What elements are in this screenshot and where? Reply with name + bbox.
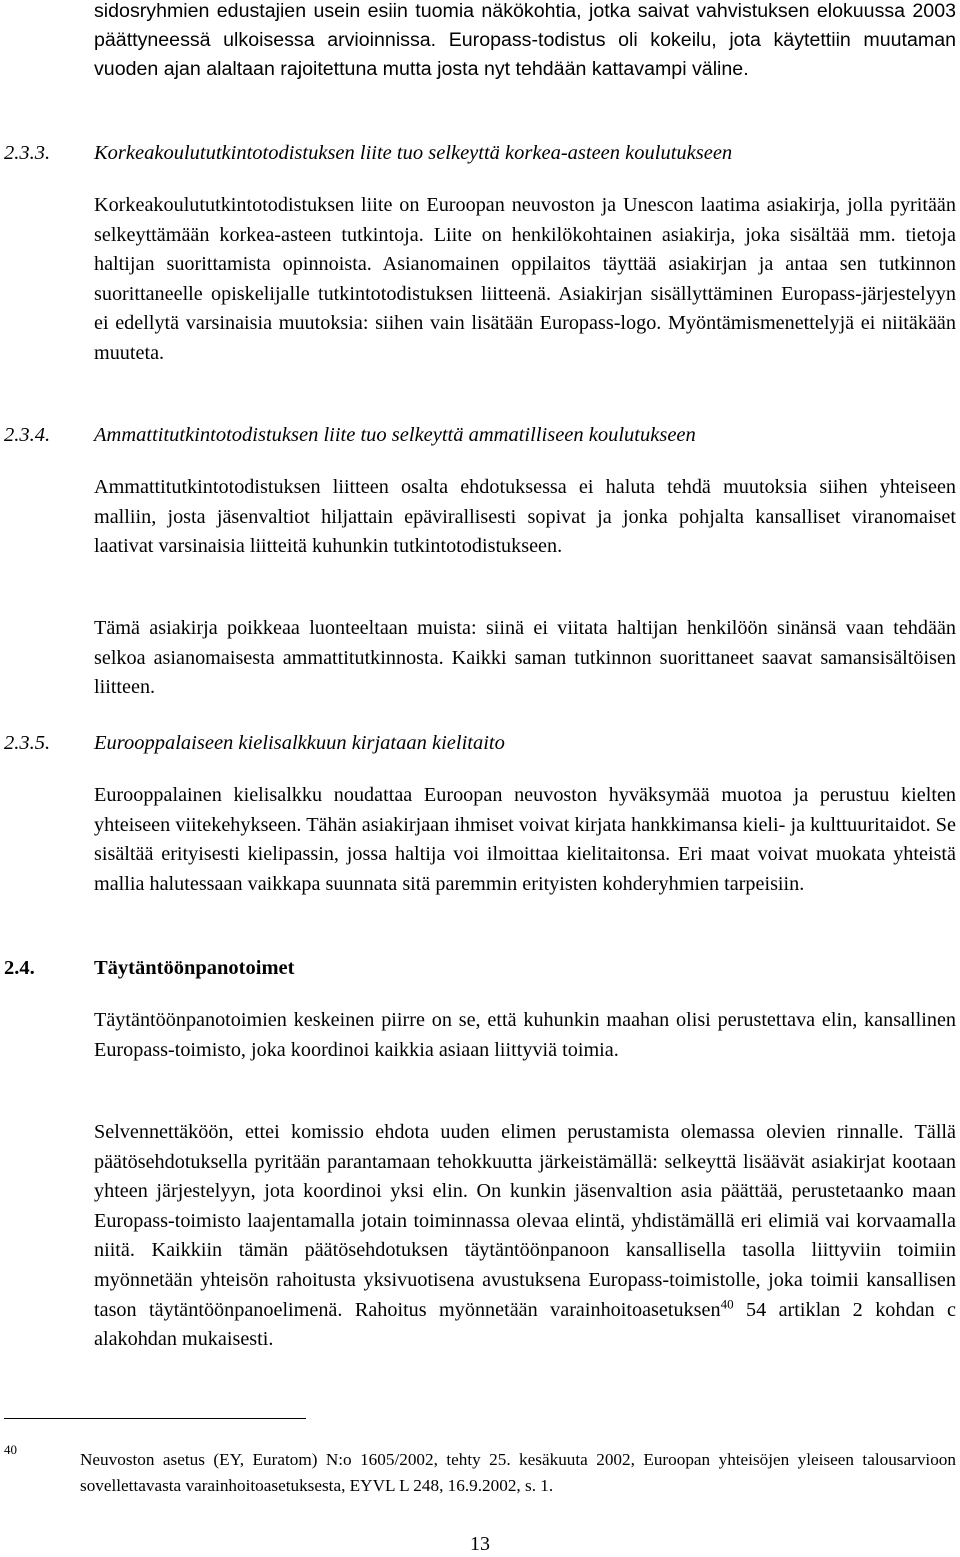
paragraph: Tämä asiakirja poikkeaa luonteeltaan muista: siinä ei viitata haltijan henkilöön sinänsä vaan tehdään selkoa asianomaisesta ammattitutkinnosta. Kaikki saman tutkinnon suorittaneet saavat samansisältöisen liitteen. xyxy=(94,617,956,699)
paragraph: Eurooppalainen kielisalkku noudattaa Euroopan neuvoston hyväksymää muotoa ja perustuu kielten yhteiseen viitekehykseen. Tähän asiakirjaan ihmiset voivat kirjata hankkimansa kieli- ja kulttuuritaidot. Se sisältää erityisesti kielipassin, jossa haltija voi ilmoittaa kielitaitonsa. Eri maat voivat muokata yhteistä mallia halutessaan vaikkapa suunnata sitä paremmin erityisten kohderyhmien tarpeisiin. xyxy=(94,784,956,895)
footnote-text: Neuvoston asetus (EY, Euratom) N:o 1605/2002, tehty 25. kesäkuuta 2002, Euroopan yhteisöjen yleiseen talousarvioon sovellettavasta varainhoitoasetuksesta, EYVL L 248, 16.9.2002, s. 1. xyxy=(80,1450,956,1495)
paragraph-text-tail: 54 artiklan 2 kohdan c alakohdan mukaisesti. xyxy=(94,1298,956,1351)
paragraph: Ammattitutkintotodistuksen liitteen osalta ehdotuksessa ei haluta tehdä muutoksia siihen yhteiseen malliin, josta jäsenvaltiot hiljattain epävirallisesti sopivat ja jonka pohjalta kansalliset viranomaiset laativat varsinaisia liitteitä kuhunkin tutkintotodistukseen. xyxy=(94,476,956,558)
section-title: Korkeakoulututkintotodistuksen liite tuo selkeyttä korkea-asteen koulutukseen xyxy=(94,142,733,164)
footnote-reference: 40 xyxy=(720,1295,734,1311)
footnote-separator xyxy=(4,1418,306,1419)
page-number: 13 xyxy=(470,1533,490,1555)
paragraph: Korkeakoulututkintotodistuksen liite on Euroopan neuvoston ja Unescon laatima asiakirja, jolla pyritään selkeyttämään korkea-asteen tutkintoja. Liite on henkilökohtainen asiakirja, joka sisältää mm. tietoja haltijan suorittamista opinnoista. Asianomainen oppilaitos täyttää asiakirjan ja antaa sen tutkinnon suorittaneelle opiskelijalle tutkintotodistuksen liitteenä. Asiakirjan sisällyttäminen Europass-järjestelyyn ei edellytä varsinaisia muutoksia: siihen vain lisätään Europass-logo. Myöntämismenettelyjä ei niitäkään muuteta. xyxy=(94,194,956,364)
section-title: Eurooppalaiseen kielisalkkuun kirjataan kielitaito xyxy=(94,732,505,754)
section-title: Täytäntöönpanotoimet xyxy=(94,957,295,979)
intro-paragraph: sidosryhmien edustajien usein esiin tuomia näkökohtia, jotka saivat vahvistuksen elokuussa 2003 päättyneessä ulkoisessa arvioinnissa. Europass-todistus oli kokeilu, jota käytettiin muutaman vuoden ajan alaltaan rajoitettuna mutta josta nyt tehdään kattavampi väline. xyxy=(94,0,956,81)
section-number: 2.3.5. xyxy=(4,732,51,754)
section-title: Ammattitutkintotodistuksen liite tuo selkeyttä ammatilliseen koulutukseen xyxy=(94,424,696,446)
paragraph: Täytäntöönpanotoimien keskeinen piirre on se, että kuhunkin maahan olisi perustettava elin, kansallinen Europass-toimisto, joka koordinoi kaikkia asiaan liittyviä toimia. xyxy=(94,1009,956,1061)
paragraph-text: Selvennettäköön, ettei komissio ehdota uuden elimen perustamista olemassa olevien rinnalle. Tällä päätösehdotuksella pyritään parantamaan tehokkuutta järkeistämällä: selkeyttä lisäävät asiakirjat kootaan yhteen järjestelyyn, jota koordinoi yksi elin. On kunkin jäsenvaltion asia päättää, perustetaanko maan Europass-toimisto laajentamalla jotain toiminnassa olevaa elintä, yhdistämällä eri elimiä vai korvaamalla niitä. Kaikkiin tämän päätösehdotuksen täytäntöönpanoon kansallisella tasolla liittyviin toimiin myönnetään yhteisön rahoitusta yksivuotisena avustuksena Europass-toimistolle, joka toimii kansallisen tason täytäntöönpanoelimenä. Rahoitus myönnetään varainhoitoasetuksen xyxy=(94,1121,956,1321)
footnote-mark: 40 xyxy=(4,1442,17,1457)
section-number: 2.3.4. xyxy=(4,424,51,446)
paragraph xyxy=(94,1118,956,1355)
section-number: 2.4. xyxy=(4,957,35,979)
section-number: 2.3.3. xyxy=(4,142,51,164)
